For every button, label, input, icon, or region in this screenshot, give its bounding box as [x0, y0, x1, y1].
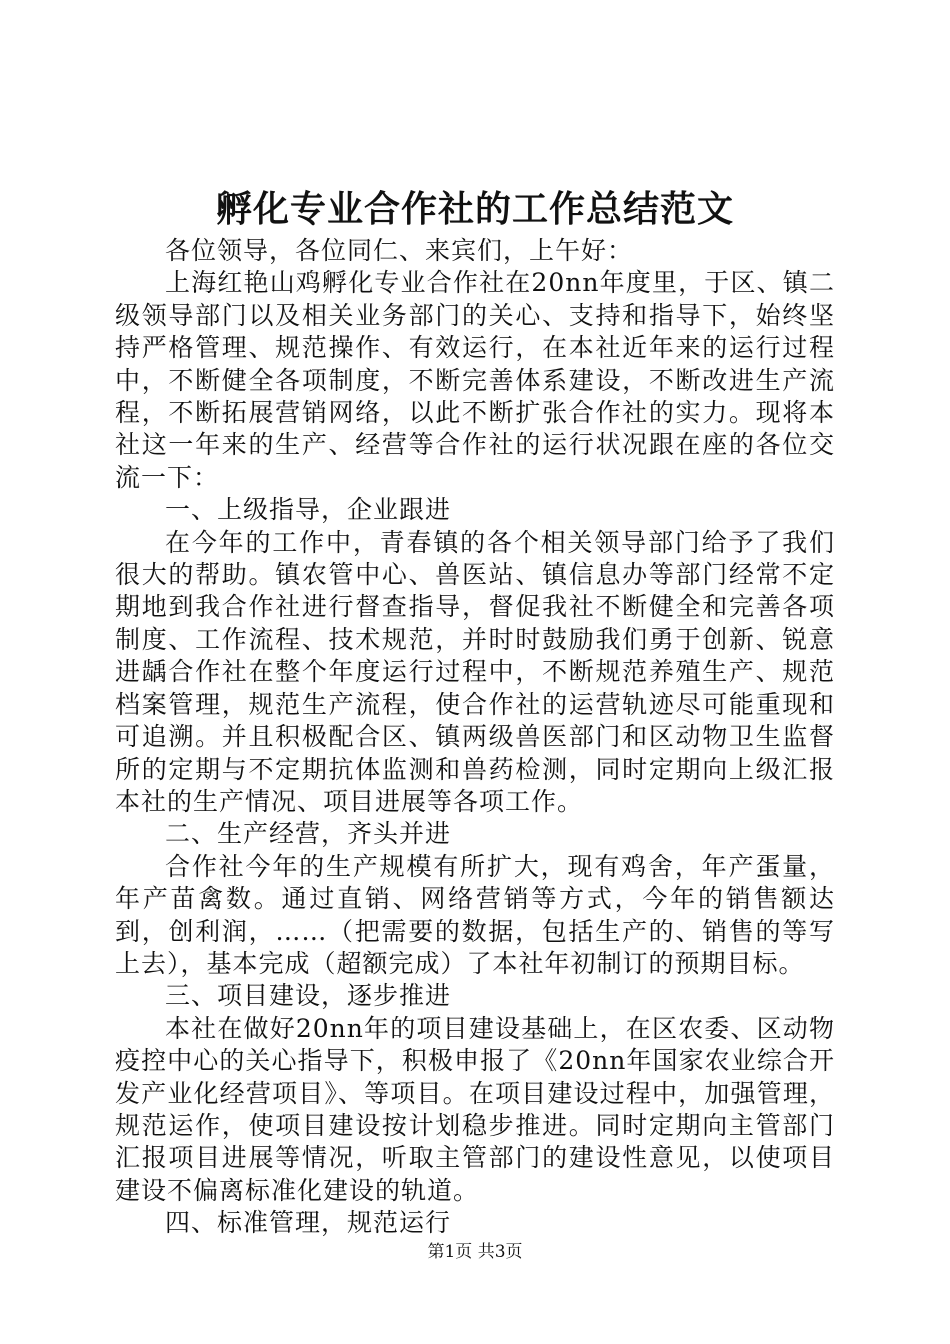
greeting-paragraph: 各位领导，各位同仁、来宾们，上午好：: [165, 236, 634, 265]
section-heading-2: 二、生产经营，齐头并进: [165, 819, 452, 849]
intro-paragraph: 上海红艳山鸡孵化专业合作社在20nn年度里，于区、镇二级领导部门以及相关业务部门的关心、支持和指导下，始终坚持严格管理、规范操作、有效运行，在本社近年来的运行过程中，不断健全各项制度，不断完善体系建设，不断改进生产流程，不断拓展营销网络，以此不断扩张合作社的实力。现将本社这一年来的生产、经营等合作社的运行状况跟在座的各位交流一下：: [115, 268, 835, 492]
section-paragraph-3: 本社在做好20nn年的项目建设基础上，在区农委、区动物疫控中心的关心指导下，积极申报了《20nn年国家农业综合开发产业化经营项目》、等项目。在项目建设过程中，加强管理，规范运作，使项目建设按计划稳步推进。同时定期向主管部门汇报项目进展等情况，听取主管部门的建设性意见，以使项目建设不偏离标准化建设的轨道。: [115, 1013, 835, 1205]
document-title: 孵化专业合作社的工作总结范文: [215, 188, 734, 230]
document-body: [115, 235, 835, 1240]
section-heading-1: 一、上级指导，企业跟进: [165, 495, 452, 525]
page-number-footer: 第1页 共3页: [427, 1242, 523, 1262]
section-heading-4: 四、标准管理，规范运行: [165, 1208, 452, 1238]
section-paragraph-2: 合作社今年的生产规模有所扩大，现有鸡舍，年产蛋量，年产苗禽数。通过直销、网络营销等方式，今年的销售额达到，创利润，……（把需要的数据，包括生产的、销售的等写上去），基本完成（超额完成）了本社年初制订的预期目标。: [115, 851, 835, 978]
section-paragraph-1: 在今年的工作中，青春镇的各个相关领导部门给予了我们很大的帮助。镇农管中心、兽医站、镇信息办等部门经常不定期地到我合作社进行督查指导，督促我社不断健全和完善各项制度、工作流程、技术规范，并时时鼓励我们勇于创新、锐意进龋合作社在整个年度运行过程中，不断规范养殖生产、规范档案管理，规范生产流程，使合作社的运营轨迹尽可能重现和可追溯。并且积极配合区、镇两级兽医部门和区动物卫生监督所的定期与不定期抗体监测和兽药检测，同时定期向上级汇报本社的生产情况、项目进展等各项工作。: [115, 527, 835, 816]
section-heading-3: 三、项目建设，逐步推进: [165, 981, 452, 1011]
